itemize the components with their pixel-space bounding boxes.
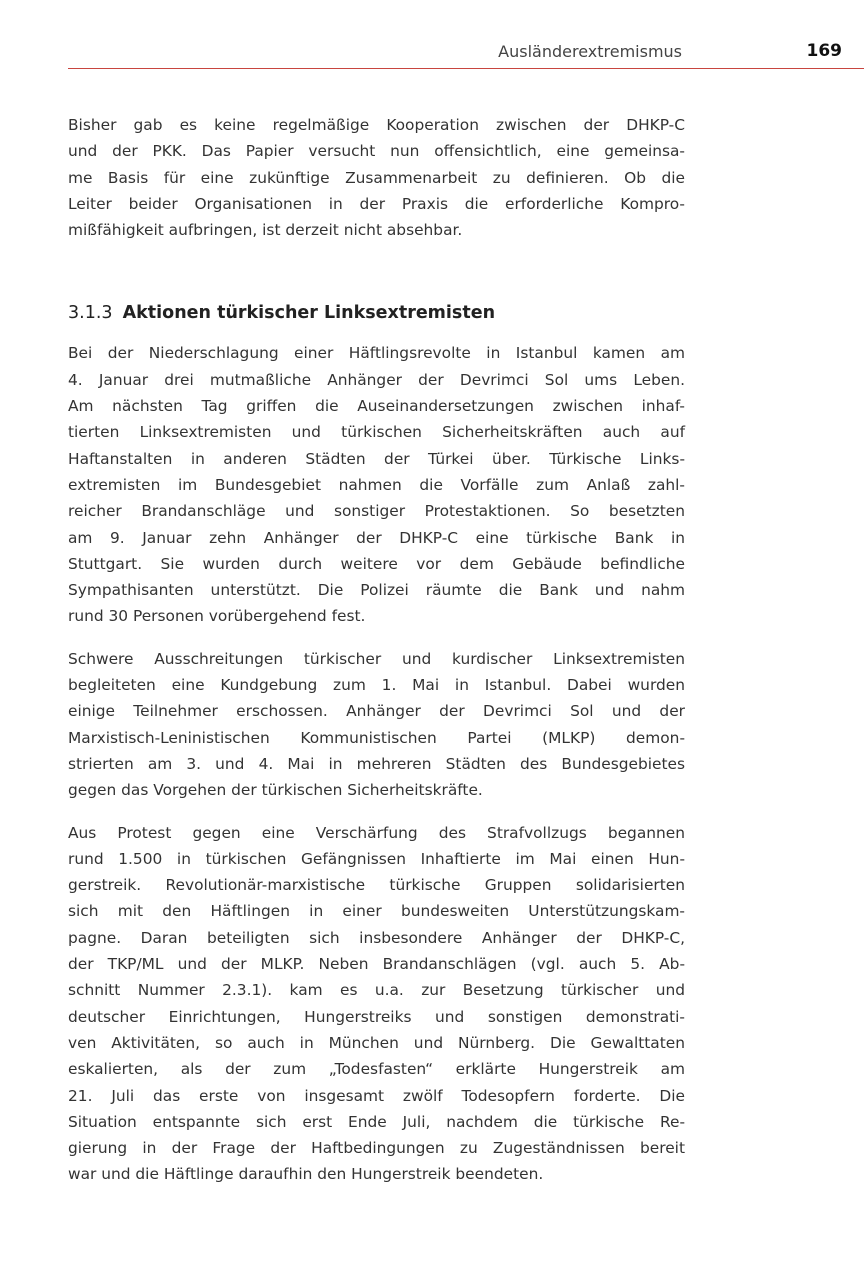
paragraph-revolt bbox=[68, 340, 685, 629]
text-line: am 9. Januar zehn Anhänger der DHKP-C eine türkische Bank in bbox=[68, 528, 685, 547]
text-line: ven Aktivitäten, so auch in München und Nürnberg. Die Gewalttaten bbox=[68, 1033, 685, 1052]
text-line: begleiteten eine Kundgebung zum 1. Mai in Istanbul. Dabei wurden bbox=[68, 676, 685, 695]
text-line: Haftanstalten in anderen Städten der Türkei über. Türkische Links- bbox=[68, 449, 685, 468]
page-body bbox=[68, 112, 685, 1188]
text-line: rund 30 Personen vorübergehend fest. bbox=[68, 607, 366, 626]
text-line: Am nächsten Tag griffen die Auseinandersetzungen zwischen inhaf- bbox=[68, 397, 685, 416]
text-line: extremisten im Bundesgebiet nahmen die Vorfälle zum Anlaß zahl- bbox=[68, 475, 685, 494]
text-line: schnitt Nummer 2.3.1). kam es u.a. zur Besetzung türkischer und bbox=[68, 981, 685, 1000]
header-rule bbox=[68, 68, 864, 69]
paragraph-cooperation bbox=[68, 112, 685, 243]
text-line: gerstreik. Revolutionär-marxistische türkische Gruppen solidarisierten bbox=[68, 876, 685, 895]
section-number: 3.1.3 bbox=[68, 303, 113, 324]
text-line: pagne. Daran beteiligten sich insbesondere Anhänger der DHKP-C, bbox=[68, 928, 685, 947]
text-line: Marxistisch-Leninistischen Kommunistischen Partei (MLKP) demon- bbox=[68, 728, 685, 747]
text-line: rund 1.500 in türkischen Gefängnissen Inhaftierte im Mai einen Hun- bbox=[68, 849, 685, 868]
text-line: 21. Juli das erste von insgesamt zwölf Todesopfern forderte. Die bbox=[68, 1086, 685, 1105]
text-line: Situation entspannte sich erst Ende Juli, nachdem die türkische Re- bbox=[68, 1112, 685, 1131]
section-title: Aktionen türkischer Linksextremisten bbox=[122, 303, 496, 324]
text-line: Bisher gab es keine regelmäßige Kooperation zwischen der DHKP-C bbox=[68, 116, 685, 134]
text-line: reicher Brandanschläge und sonstiger Protestaktionen. So besetzten bbox=[68, 502, 685, 521]
paragraph-may-day bbox=[68, 646, 685, 804]
running-title: Ausländerextremismus bbox=[498, 42, 682, 61]
text-line: Aus Protest gegen eine Verschärfung des Strafvollzugs begannen bbox=[68, 823, 685, 842]
text-line: tierten Linksextremisten und türkischen Sicherheitskräften auch auf bbox=[68, 423, 685, 442]
text-line: me Basis für eine zukünftige Zusammenarbeit zu definieren. Ob die bbox=[68, 168, 685, 187]
text-line: strierten am 3. und 4. Mai in mehreren Städten des Bundesgebietes bbox=[68, 754, 685, 773]
text-line: war und die Häftlinge daraufhin den Hungerstreik beendeten. bbox=[68, 1165, 544, 1184]
paragraph-hunger-strike bbox=[68, 820, 685, 1188]
page-number: 169 bbox=[806, 41, 842, 61]
running-header bbox=[68, 40, 864, 68]
text-line: Stuttgart. Sie wurden durch weitere vor dem Gebäude befindliche bbox=[68, 554, 685, 573]
text-line: sich mit den Häftlingen in einer bundesweiten Unterstützungskam- bbox=[68, 902, 685, 921]
text-line: einige Teilnehmer erschossen. Anhänger der Devrimci Sol und der bbox=[68, 702, 685, 721]
text-line: und der PKK. Das Papier versucht nun offensichtlich, eine gemeinsa- bbox=[68, 142, 685, 161]
text-line: Bei der Niederschlagung einer Häftlingsrevolte in Istanbul kamen am bbox=[68, 344, 685, 363]
text-line: 4. Januar drei mutmaßliche Anhänger der Devrimci Sol ums Leben. bbox=[68, 370, 685, 389]
text-line: eskalierten, als der zum „Todesfasten“ erklärte Hungerstreik am bbox=[68, 1060, 685, 1079]
text-line: mißfähigkeit aufbringen, ist derzeit nicht absehbar. bbox=[68, 221, 463, 240]
text-line: gegen das Vorgehen der türkischen Sicherheitskräfte. bbox=[68, 781, 483, 800]
text-line: Sympathisanten unterstützt. Die Polizei räumte die Bank und nahm bbox=[68, 581, 685, 600]
text-line: Leiter beider Organisationen in der Praxis die erforderliche Kompro- bbox=[68, 194, 685, 213]
section-heading bbox=[68, 300, 685, 326]
text-line: deutscher Einrichtungen, Hungerstreiks und sonstigen demonstrati- bbox=[68, 1007, 685, 1026]
text-line: der TKP/ML und der MLKP. Neben Brandanschlägen (vgl. auch 5. Ab- bbox=[68, 955, 685, 974]
text-line: Schwere Ausschreitungen türkischer und kurdischer Linksextremisten bbox=[68, 649, 685, 668]
text-line: gierung in der Frage der Haftbedingungen zu Zugeständnissen bereit bbox=[68, 1139, 685, 1158]
